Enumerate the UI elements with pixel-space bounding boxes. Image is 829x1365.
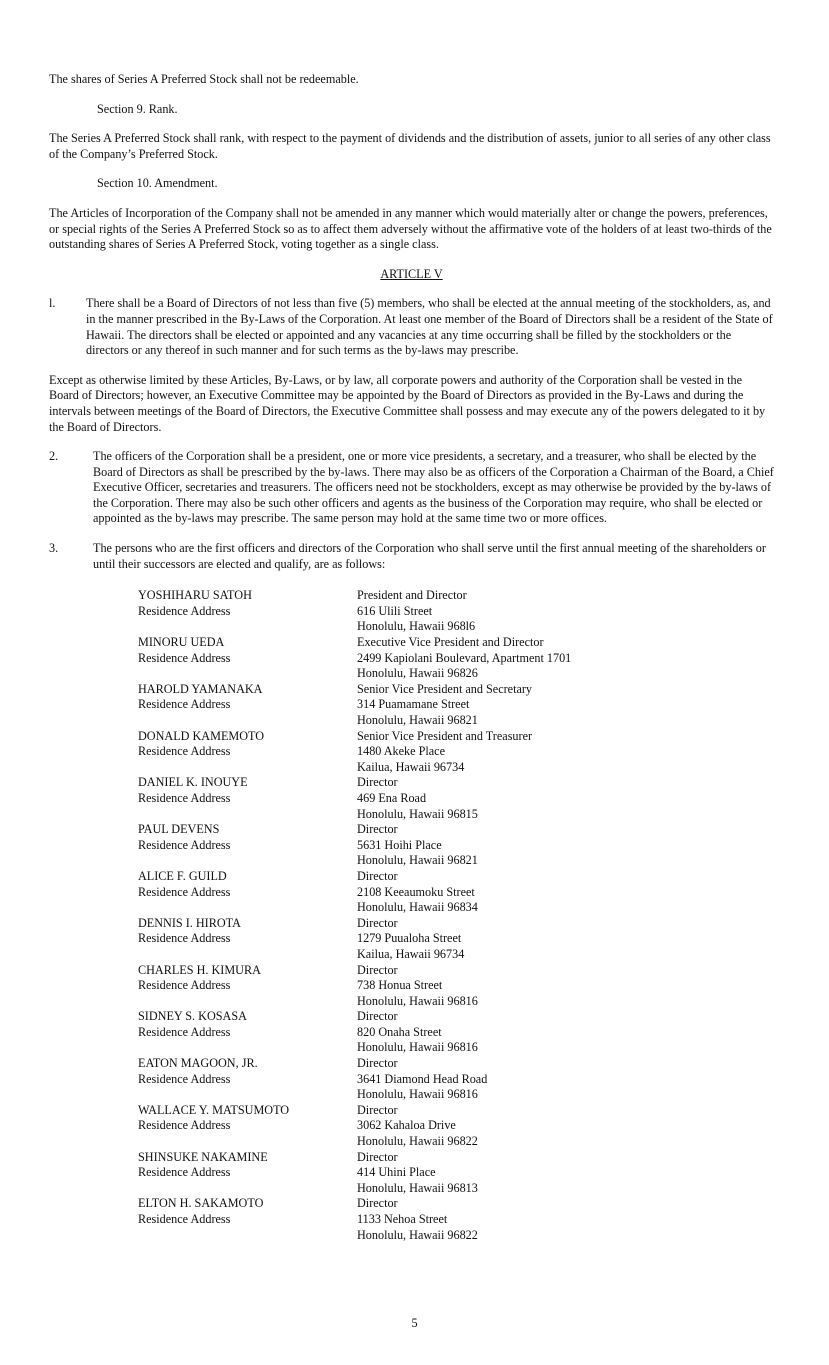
- officer-row: [138, 885, 774, 901]
- list-item-2: [49, 449, 774, 527]
- street-address: 469 Ena Road: [357, 790, 427, 805]
- officer-row: [138, 666, 774, 682]
- officer-row: [138, 978, 774, 994]
- officer-entry: [138, 822, 774, 869]
- officer-name: DANIEL K. INOUYE: [138, 775, 248, 790]
- spacer: [138, 1087, 357, 1103]
- officer-entry: [138, 963, 774, 1010]
- officer-entry: [138, 729, 774, 776]
- spacer: [138, 1040, 357, 1056]
- officer-title: Director: [357, 868, 398, 883]
- list-item-number: 3.: [49, 541, 59, 556]
- officer-row: [138, 651, 774, 667]
- officer-row: [138, 1212, 774, 1228]
- spacer: [138, 666, 357, 682]
- article-title-text: ARTICLE V: [380, 266, 443, 281]
- officer-name: HAROLD YAMANAKA: [138, 681, 263, 696]
- page-number: 5: [411, 1316, 418, 1330]
- residence-label: Residence Address: [138, 603, 231, 618]
- officer-row: [138, 791, 774, 807]
- officer-title: Director: [357, 1102, 398, 1117]
- officer-entry: [138, 1103, 774, 1150]
- street-address: 314 Puamamane Street: [357, 697, 470, 712]
- officer-row: [138, 697, 774, 713]
- officer-row: [138, 635, 774, 651]
- list-item-number: l.: [49, 296, 56, 311]
- list-item-3: [49, 541, 774, 572]
- street-address: 5631 Hoihi Place: [357, 837, 442, 852]
- street-address: 3062 Kahaloa Drive: [357, 1118, 456, 1133]
- officer-row: [138, 900, 774, 916]
- spacer: [138, 760, 357, 776]
- paragraph-rank: The Series A Preferred Stock shall rank, with respect to the payment of dividends and the distribution of assets, junior to all series of any other class of the Company’s Preferred Stock.: [49, 131, 771, 161]
- residence-label: Residence Address: [138, 1024, 231, 1039]
- officer-row: [138, 1165, 774, 1181]
- officer-name: EATON MAGOON, JR.: [138, 1056, 258, 1071]
- spacer: [138, 1181, 357, 1197]
- street-address: 1133 Nehoa Street: [357, 1212, 448, 1226]
- officer-entry: [138, 588, 774, 635]
- officer-title: Director: [357, 775, 398, 790]
- city-address: Honolulu, Hawaii 96813: [357, 1180, 478, 1195]
- officer-name: SIDNEY S. KOSASA: [138, 1009, 247, 1024]
- street-address: 2499 Kapiolani Boulevard, Apartment 1701: [357, 650, 572, 665]
- officer-name: SHINSUKE NAKAMINE: [138, 1149, 268, 1164]
- list-item-text: There shall be a Board of Directors of not less than five (5) members, who shall be elected at the annual meeting of the stockholders, as, and in the manner prescribed in the By-Laws of the Corporation. At least one member of the Board of Directors shall be a resident of the State of Hawaii. The directors shall be elected or appointed and any vacancies at any time occurring shall be filled by the stockholders or the directors or any thereof in such manner and for such terms as the by-laws may prescribe.: [86, 296, 773, 358]
- street-address: 616 Ulili Street: [357, 603, 433, 618]
- officer-entry: [138, 1196, 774, 1243]
- officer-row: [138, 1228, 774, 1244]
- officer-name: ELTON H. SAKAMOTO: [138, 1196, 264, 1211]
- officer-row: [138, 1181, 774, 1197]
- officer-row: [138, 729, 774, 745]
- officer-row: [138, 963, 774, 979]
- officer-row: [138, 931, 774, 947]
- section-10-heading: Section 10. Amendment.: [97, 176, 218, 191]
- list-item-number: 2.: [49, 449, 59, 464]
- city-address: Kailua, Hawaii 96734: [357, 759, 465, 774]
- officer-name: MINORU UEDA: [138, 635, 225, 650]
- city-address: Honolulu, Hawaii 96816: [357, 993, 478, 1008]
- city-address: Honolulu, Hawaii 96815: [357, 806, 478, 821]
- residence-label: Residence Address: [138, 884, 231, 899]
- officer-name: YOSHIHARU SATOH: [138, 588, 252, 603]
- city-address: Honolulu, Hawaii 96834: [357, 900, 478, 915]
- residence-label: Residence Address: [138, 697, 231, 712]
- officer-entry: [138, 635, 774, 682]
- officers-list: [138, 588, 774, 1243]
- list-item-1: [49, 296, 774, 358]
- residence-label: Residence Address: [138, 744, 231, 759]
- officer-row: [138, 1087, 774, 1103]
- officer-row: [138, 838, 774, 854]
- officer-row: [138, 775, 774, 791]
- city-address: Honolulu, Hawaii 96816: [357, 1087, 478, 1102]
- officer-name: ALICE F. GUILD: [138, 868, 227, 883]
- officer-title: Director: [357, 962, 398, 977]
- city-address: Honolulu, Hawaii 968l6: [357, 619, 476, 634]
- officer-row: [138, 994, 774, 1010]
- officer-row: [138, 760, 774, 776]
- list-item-text: The persons who are the first officers and directors of the Corporation who shall serve until the first annual meeting of the shareholders or until their successors are elected and qualify, are as follows:: [93, 541, 766, 571]
- officer-row: [138, 822, 774, 838]
- officer-row: [138, 1150, 774, 1166]
- officer-entry: [138, 682, 774, 729]
- officer-row: [138, 604, 774, 620]
- officer-row: [138, 713, 774, 729]
- residence-label: Residence Address: [138, 1165, 231, 1180]
- list-item-text: The officers of the Corporation shall be a president, one or more vice presidents, a secretary, and a treasurer, who shall be elected by the Board of Directors as shall be prescribed by the by-laws. There may also be as officers of the Corporation a Chairman of the Board, a Chief Executive Officer, secretaries and treasurers. The officers need not be stockholders, except as may otherwise be provided by the by-laws of the Corporation. There may also be such other officers and agents as the business of the Corporation may require, who shall be elected or appointed as the by-laws may prescribe. The same person may hold at the same time two or more offices.: [93, 449, 774, 526]
- officer-name: CHARLES H. KIMURA: [138, 962, 261, 977]
- spacer: [138, 853, 357, 869]
- officer-entry: [138, 916, 774, 963]
- residence-label: Residence Address: [138, 790, 231, 805]
- city-address: Kailua, Hawaii 96734: [357, 946, 465, 961]
- spacer: [138, 807, 357, 823]
- officer-name: DONALD KAMEMOTO: [138, 728, 265, 743]
- officer-title: Director: [357, 822, 398, 837]
- city-address: Honolulu, Hawaii 96821: [357, 853, 478, 868]
- officer-name: WALLACE Y. MATSUMOTO: [138, 1102, 290, 1117]
- residence-label: Residence Address: [138, 931, 231, 946]
- officer-row: [138, 1118, 774, 1134]
- officer-row: [138, 744, 774, 760]
- officer-entry: [138, 775, 774, 822]
- officer-row: [138, 1134, 774, 1150]
- officer-title: Senior Vice President and Secretary: [357, 681, 533, 696]
- street-address: 820 Onaha Street: [357, 1024, 442, 1039]
- street-address: 738 Honua Street: [357, 978, 443, 993]
- officer-row: [138, 1103, 774, 1119]
- residence-label: Residence Address: [138, 1212, 231, 1226]
- residence-label: Residence Address: [138, 837, 231, 852]
- officer-title: Director: [357, 1056, 398, 1071]
- officer-title: Director: [357, 1009, 398, 1024]
- officer-entry: [138, 869, 774, 916]
- residence-label: Residence Address: [138, 1071, 231, 1086]
- spacer: [138, 994, 357, 1010]
- officer-row: [138, 807, 774, 823]
- spacer: [138, 900, 357, 916]
- officer-row: [138, 1025, 774, 1041]
- officer-title: Director: [357, 915, 398, 930]
- residence-label: Residence Address: [138, 978, 231, 993]
- officer-row: [138, 853, 774, 869]
- residence-label: Residence Address: [138, 650, 231, 665]
- spacer: [138, 713, 357, 729]
- officer-title: President and Director: [357, 588, 467, 603]
- city-address: Honolulu, Hawaii 96822: [357, 1227, 478, 1242]
- paragraph-redeemable: The shares of Series A Preferred Stock shall not be redeemable.: [49, 72, 359, 86]
- officer-title: Director: [357, 1149, 398, 1164]
- street-address: 1279 Puualoha Street: [357, 931, 462, 946]
- spacer: [138, 1228, 357, 1244]
- city-address: Honolulu, Hawaii 96816: [357, 1040, 478, 1055]
- officer-row: [138, 1056, 774, 1072]
- officer-entry: [138, 1009, 774, 1056]
- officer-name: DENNIS I. HIROTA: [138, 915, 241, 930]
- officer-title: Director: [357, 1196, 398, 1211]
- spacer: [138, 947, 357, 963]
- street-address: 1480 Akeke Place: [357, 744, 445, 759]
- city-address: Honolulu, Hawaii 96822: [357, 1134, 478, 1149]
- residence-label: Residence Address: [138, 1118, 231, 1133]
- officer-row: [138, 588, 774, 604]
- document-page: [49, 72, 774, 1243]
- spacer: [138, 619, 357, 635]
- city-address: Honolulu, Hawaii 96826: [357, 666, 478, 681]
- officer-row: [138, 1009, 774, 1025]
- officer-name: PAUL DEVENS: [138, 822, 220, 837]
- officer-row: [138, 869, 774, 885]
- officer-row: [138, 1040, 774, 1056]
- officer-row: [138, 1072, 774, 1088]
- officer-title: Senior Vice President and Treasurer: [357, 728, 533, 743]
- officer-row: [138, 916, 774, 932]
- officer-row: [138, 619, 774, 635]
- officer-entry: [138, 1150, 774, 1197]
- officer-title: Executive Vice President and Director: [357, 635, 544, 650]
- officer-row: [138, 682, 774, 698]
- article-title: [49, 267, 774, 283]
- officer-row: [138, 1196, 774, 1212]
- street-address: 2108 Keeaumoku Street: [357, 884, 475, 899]
- spacer: [138, 1134, 357, 1150]
- paragraph-powers: Except as otherwise limited by these Articles, By-Laws, or by law, all corporate powers and authority of the Corporation shall be vested in the Board of Directors; however, an Executive Committee may be appointed by the Board of Directors as provided in the By-Laws and during the intervals between meetings of the Board of Directors, the Executive Committee shall possess and may execute any of the powers delegated to it by the Board of Directors.: [49, 372, 766, 434]
- paragraph-amendment: The Articles of Incorporation of the Company shall not be amended in any manner which would materially alter or change the powers, preferences, or special rights of the Series A Preferred Stock so as to affect them adversely without the affirmative vote of the holders of at least two-thirds of the outstanding shares of Series A Preferred Stock, voting together as a single class.: [49, 205, 772, 252]
- officer-row: [138, 947, 774, 963]
- street-address: 414 Uhini Place: [357, 1165, 436, 1180]
- section-9-heading: Section 9. Rank.: [97, 101, 178, 116]
- city-address: Honolulu, Hawaii 96821: [357, 713, 478, 727]
- street-address: 3641 Diamond Head Road: [357, 1071, 488, 1086]
- officer-entry: [138, 1056, 774, 1103]
